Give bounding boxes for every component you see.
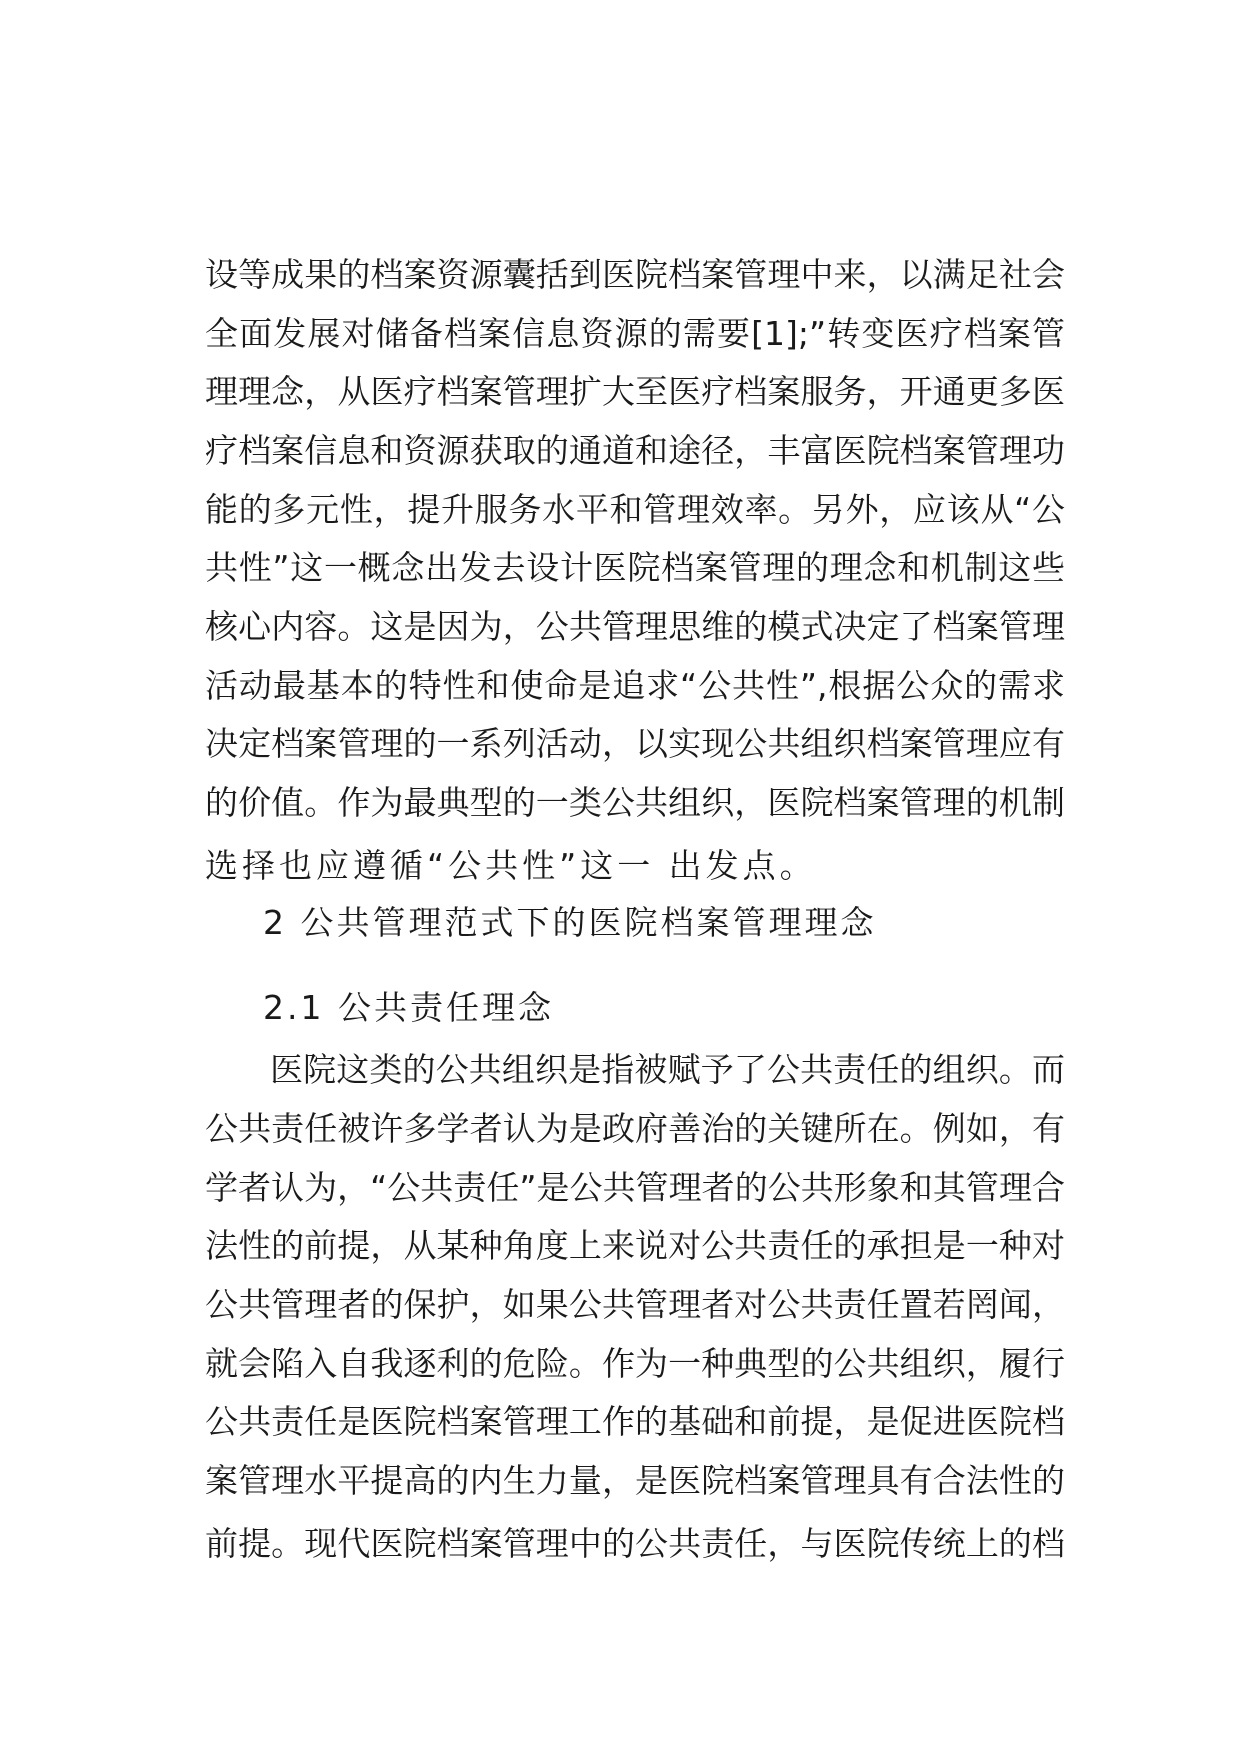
section-heading: 2 公共管理范式下的医院档案管理理念 (263, 903, 877, 942)
paragraph-line: 公共责任是医院档案管理工作的基础和前提，是促进医院档 (205, 1402, 1065, 1441)
paragraph-line: 法性的前提，从某种角度上来说对公共责任的承担是一种对 (205, 1226, 1065, 1265)
paragraph-line: 公共责任被许多学者认为是政府善治的关键所在。例如，有 (205, 1109, 1065, 1148)
paragraph-line: 疗档案信息和资源获取的通道和途径，丰富医院档案管理功 (205, 431, 1065, 470)
paragraph-line: 学者认为，“公共责任”是公共管理者的公共形象和其管理合 (205, 1168, 1065, 1207)
paragraph-line: 核心内容。这是因为，公共管理思维的模式决定了档案管理 (205, 607, 1065, 646)
subsection-heading: 2.1 公共责任理念 (263, 988, 554, 1027)
paragraph-line: 医院这类的公共组织是指被赋予了公共责任的组织。而 (270, 1050, 1065, 1089)
paragraph-line: 就会陷入自我逐利的危险。作为一种典型的公共组织，履行 (205, 1344, 1065, 1383)
paragraph-line: 决定档案管理的一系列活动，以实现公共组织档案管理应有 (205, 724, 1065, 763)
paragraph-line: 选择也应遵循“公共性”这一 出发点。 (205, 846, 817, 885)
paragraph-line: 全面发展对储备档案信息资源的需要[1];”转变医疗档案管 (205, 314, 1065, 353)
paragraph-line: 案管理水平提高的内生力量，是医院档案管理具有合法性的 (205, 1461, 1065, 1500)
paragraph-line: 的价值。作为最典型的一类公共组织，医院档案管理的机制 (205, 783, 1065, 822)
paragraph-line: 能的多元性，提升服务水平和管理效率。另外，应该从“公 (205, 490, 1065, 529)
paragraph-line: 公共管理者的保护，如果公共管理者对公共责任置若罔闻， (205, 1285, 1065, 1324)
paragraph-line: 共性”这一概念出发去设计医院档案管理的理念和机制这些 (205, 548, 1065, 587)
paragraph-line: 理理念，从医疗档案管理扩大至医疗档案服务，开通更多医 (205, 372, 1065, 411)
paragraph-line: 设等成果的档案资源囊括到医院档案管理中来，以满足社会 (205, 255, 1065, 294)
paragraph-line: 前提。现代医院档案管理中的公共责任，与医院传统上的档 (205, 1524, 1065, 1563)
paragraph-line: 活动最基本的特性和使命是追求“公共性”,根据公众的需求 (205, 666, 1065, 705)
